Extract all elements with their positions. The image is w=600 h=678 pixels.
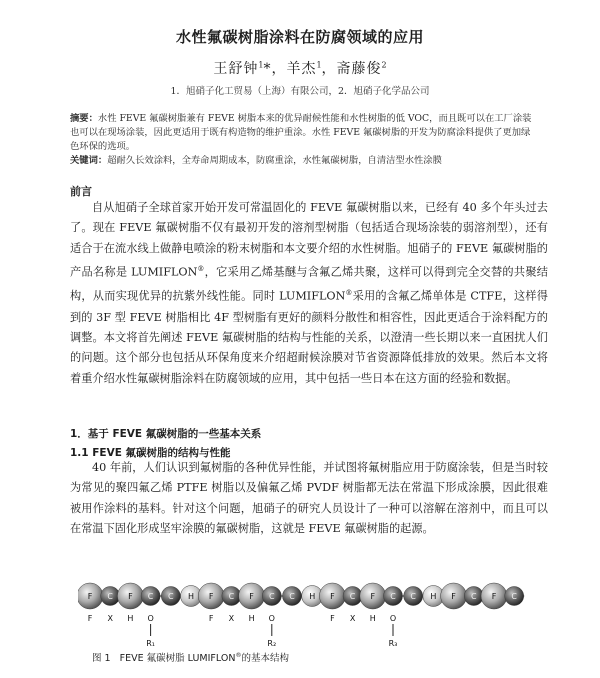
registered-mark-1: ® [197,265,205,274]
intro-part-1: 自从旭硝子全球首家开始开发可常温固化的 FEVE 氟碳树脂以来，已经有 40 多个年头过去了。现在 FEVE 氟碳树脂不仅有最初开发的溶剂型树脂（包括适合现场涂装的弱溶剂型），还有适合于在流水线上做静电喷涂的粉末树脂和本文要介绍的水性树脂。旭硝子的 FEVE 氟碳树脂的产品名称是 LUMIFLON [70,201,548,279]
section-paragraph: 40 年前，人们认识到氟树脂的各种优异性能，并试图将氟树脂应用于防腐涂装，但是当时较为常见的聚四氟乙烯 PTFE 树脂以及偏氟乙烯 PVDF 树脂都无法在常温下形成涂膜，因此很难被用作涂料的基料。针对这个问题，旭硝子的研究人员设计了一种可以溶解在溶剂中，而且可以在常温下固化形成坚牢涂膜的氟碳树脂，这就是 FEVE 氟碳树脂的起源。 [70,461,548,536]
atom-label-14: F [370,592,376,601]
substituent-label-3: O [147,614,154,623]
r-group-label-2: R₃ [388,639,398,646]
atom-label-4: C [168,592,174,601]
author-1-affil: 1 [258,60,264,70]
caption-tail: 的基本结构 [241,653,289,664]
substituent-label-4: F [208,614,214,623]
atom-label-8: F [249,592,254,601]
caption-registered-mark: ® [235,651,242,659]
substituent-label-7: O [268,614,275,623]
atom-label-15: C [390,592,396,601]
registered-mark-2: ® [345,289,353,298]
author-2-affil: 1 [316,60,322,70]
atom-label-5: H [187,592,195,601]
intro-part-2: ，它采用乙烯基醚与含氟乙烯共聚，这样可以得到完全交替的共聚结构，从而实现优异的抗紫外线性能。同时 LUMIFLON [70,265,548,304]
atom-label-13: C [349,592,356,601]
caption-number: 图 1 [92,653,111,664]
author-1: 王舒钟 [213,61,259,77]
substituent-label-0: F [87,614,93,623]
substituent-label-10: H [369,614,376,623]
atom-label-12: F [330,592,335,601]
abstract-block [70,112,538,168]
substituent-label-9: X [349,614,356,623]
intro-heading: 前言 [70,185,92,198]
section-heading-1: 1．基于 FEVE 氟碳树脂的一些基本关系 [70,428,262,440]
abstract-text: 水性 FEVE 氟碳树脂兼有 FEVE 树脂本来的优异耐候性能和水性树脂的低 VOC，而且既可以在工厂涂装也可以在现场涂装，因此更适用于既有构造物的维护重涂。水性 FEVE 氟碳树脂的开发为防腐涂料提供了更加绿色环保的选项。 [70,113,532,152]
r-group-label-1: R₂ [267,639,277,646]
figure-caption [92,650,289,664]
substituent-label-8: F [330,614,335,623]
caption-text: FEVE 氟碳树脂 LUMIFLON [119,653,236,664]
author-line [0,58,600,78]
r-group-label-0: R₁ [146,639,155,646]
atom-label-16: C [410,592,416,601]
author-1-mark: *， [263,61,287,77]
paper-title: 水性氟碳树脂涂料在防腐领域的应用 [175,28,424,46]
atom-label-11: H [309,592,316,601]
author-2: 羊杰 [286,61,317,77]
substituent-label-5: X [228,614,235,623]
intro-paragraph [70,198,548,389]
author-3-affil: 2 [381,60,387,70]
atom-label-1: C [107,592,113,601]
atom-label-7: C [228,592,235,601]
author-sep: ， [321,61,337,77]
atom-label-0: F [87,592,93,601]
author-3: 斋藤俊 [336,61,382,77]
atom-label-2: F [128,592,133,601]
atom-label-17: H [430,592,437,601]
keywords-text: 超耐久长效涂料，全寿命周期成本，防腐重涂，水性氟碳树脂，自清洁型水性涂膜 [107,155,442,166]
atom-label-19: C [471,592,477,601]
feve-structure-diagram [78,566,548,646]
substituent-label-11: O [389,614,397,623]
substituent-label-6: H [248,614,255,623]
atom-label-21: C [511,592,517,601]
atom-label-3: C [147,592,154,601]
substituent-label-2: H [127,614,134,623]
abstract-label: 摘要： [70,113,98,124]
intro-part-3: 采用的含氟乙烯单体是 CTFE，这样得到的 3F 型 FEVE 树脂相比 4F 型树脂有更好的颜料分散性和相容性，因此更适合于涂料配方的调整。本文将首先阐述 FEVE 氟碳树脂的结构与性能的关系，以澄清一些长期以来一直困扰人们的问题。这个部分也包括从环保角度来介绍超耐候涂膜对节省资源降低排放的效果。然后本文将着重介绍水性氟碳树脂涂料在防腐领域的应用，其中包括一些日本在这方面的经验和数据。 [70,290,548,385]
substituent-label-1: X [107,614,113,623]
structure-figure [78,566,548,646]
atom-label-18: F [451,592,456,601]
atom-label-6: F [208,592,214,601]
atom-label-10: C [289,592,295,601]
affiliation: 1．旭硝子化工贸易（上海）有限公司，2．旭硝子化学品公司 [170,86,430,97]
keywords-label: 关键词： [70,155,108,166]
section-heading-1-1: 1.1 FEVE 氟碳树脂的结构与性能 [70,447,231,459]
atom-label-20: F [491,592,497,601]
atom-label-9: C [269,592,275,601]
